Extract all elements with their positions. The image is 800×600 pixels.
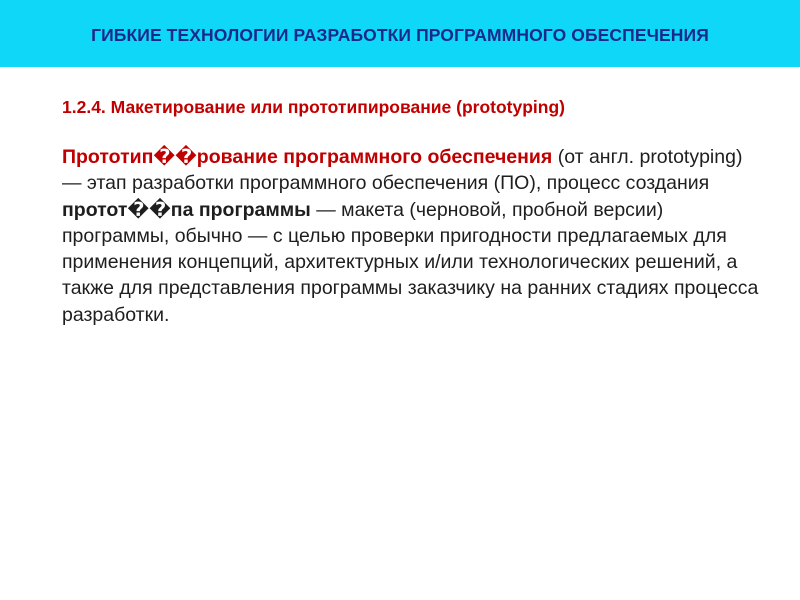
paragraph-text-2: — макета (черновой, пробной версии) программы, обычно — с целью проверки пригодности предлагаемых для применения концепций, архитектурных и/или технологических решений, а также для представления программы заказчику на ранних стадиях процесса разработки.	[62, 198, 759, 326]
bold-term: протот��па программы	[62, 198, 311, 221]
slide-title: ГИБКИЕ ТЕХНОЛОГИИ РАЗРАБОТКИ ПРОГРАММНОГО ОБЕСПЕЧЕНИЯ	[91, 25, 709, 45]
section-heading: 1.2.4. Макетирование или прототипирование (prototyping)	[62, 97, 565, 117]
defined-term: Прототип��рование программного обеспечения	[62, 146, 553, 168]
slide-content	[62, 94, 762, 328]
paragraph-text-1: (от англ. prototyping) — этап разработки программного обеспечения (ПО), процесс создания	[62, 146, 743, 195]
slide-header-bar	[0, 0, 800, 67]
definition-paragraph	[62, 144, 762, 328]
